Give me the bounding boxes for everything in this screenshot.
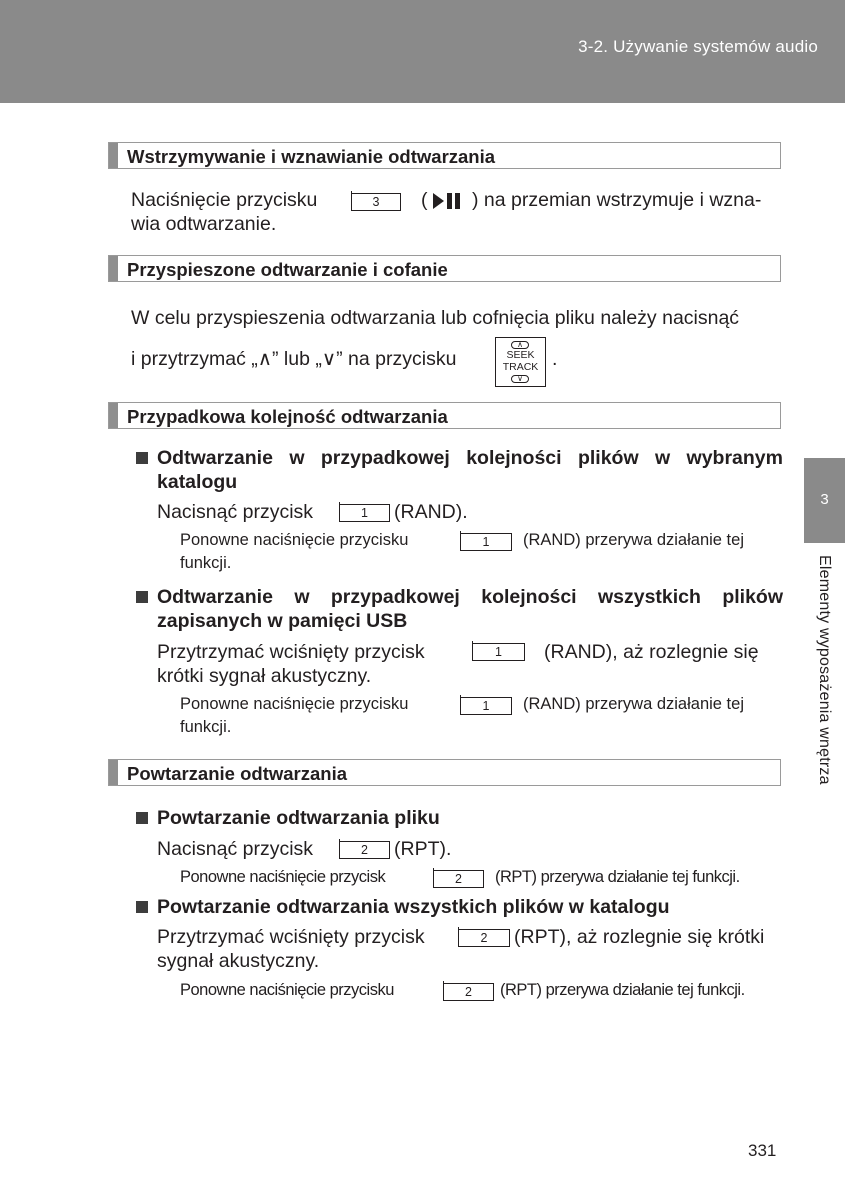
button-1-icon: 1 (339, 504, 390, 522)
pause-open-paren: ( (421, 189, 428, 211)
repeat-folder-instr-line2: sygnał akustyczny. (157, 950, 320, 972)
random-folder-note-before: Ponowne naciśnięcie przycisku (180, 531, 409, 549)
repeat-file-note-after: (RPT) przerywa działanie tej funkcji. (495, 868, 740, 886)
random-usb-heading: Odtwarzanie w przypadkowej kolejności wszystkich plików (157, 586, 783, 608)
chapter-number: 3 (820, 491, 829, 508)
repeat-folder-instr-before: Przytrzymać wciśnięty przycisk (157, 926, 425, 948)
repeat-folder-note-before: Ponowne naciśnięcie przycisku (180, 981, 394, 999)
section-marker (109, 256, 118, 281)
seek-label: SEEK (506, 349, 535, 361)
chapter-tab (804, 458, 845, 543)
repeat-file-instr-after: (RPT). (394, 838, 452, 860)
track-label: TRACK (502, 361, 539, 373)
section-marker (109, 760, 118, 785)
random-folder-note-line2: funkcji. (180, 554, 232, 572)
button-2-icon: 2 (458, 929, 510, 947)
section-title: Przypadkowa kolejność odtwarzania (127, 406, 448, 427)
random-usb-heading-line2: zapisanych w pamięci USB (157, 610, 408, 632)
button-2-icon: 2 (443, 983, 494, 1001)
square-bullet-icon (136, 452, 148, 464)
section-title: Przyspieszone odtwarzanie i cofanie (127, 259, 448, 280)
repeat-file-note-before: Ponowne naciśnięcie przycisk (180, 868, 386, 886)
pause-text-line2: wia odtwarzanie. (131, 213, 277, 235)
button-1-icon: 1 (472, 643, 525, 661)
button-1-icon: 1 (460, 533, 512, 551)
square-bullet-icon (136, 812, 148, 824)
section-heading-repeat (108, 759, 781, 786)
seek-down-icon: ∨ (511, 375, 529, 383)
pause-text-after: ) na przemian wstrzymuje i wzna- (472, 189, 762, 211)
section-title: Powtarzanie odtwarzania (127, 763, 347, 784)
button-3-icon: 3 (351, 193, 401, 211)
square-bullet-icon (136, 591, 148, 603)
random-folder-instr-before: Nacisnąć przycisk (157, 501, 314, 523)
button-1-icon: 1 (460, 697, 512, 715)
seek-up-icon: ∧ (511, 341, 529, 349)
play-pause-icon (433, 192, 469, 210)
square-bullet-icon (136, 901, 148, 913)
seek-text-line1: W celu przyspieszenia odtwarzania lub cofnięcia pliku należy nacisnąć (131, 307, 740, 329)
random-usb-note-after: (RAND) przerywa działanie tej (523, 695, 744, 713)
random-usb-instr-after: (RAND), aż rozlegnie się (544, 641, 759, 663)
random-usb-instr-line2: krótki sygnał akustyczny. (157, 665, 372, 687)
page-header (0, 0, 845, 103)
button-2-icon: 2 (339, 841, 390, 859)
random-folder-instr-after: (RAND). (394, 501, 468, 523)
section-marker (109, 143, 118, 168)
page-number: 331 (748, 1141, 777, 1160)
chapter-label: Elementy wyposażenia wnętrza (816, 555, 833, 785)
repeat-folder-note-after: (RPT) przerywa działanie tej funkcji. (500, 981, 745, 999)
section-title: Wstrzymywanie i wznawianie odtwarzania (127, 146, 496, 167)
seek-text-line2: i przytrzymać „∧” lub „∨” na przycisku (131, 348, 457, 370)
pause-text-before: Naciśnięcie przycisku (131, 189, 318, 211)
section-marker (109, 403, 118, 428)
section-heading-seek (108, 255, 781, 282)
random-usb-note-line2: funkcji. (180, 718, 232, 736)
section-heading-pause (108, 142, 781, 169)
repeat-file-heading: Powtarzanie odtwarzania pliku (157, 807, 440, 829)
section-heading-random (108, 402, 781, 429)
random-usb-instr-before: Przytrzymać wciśnięty przycisk (157, 641, 425, 663)
random-folder-heading-line2: katalogu (157, 471, 238, 493)
random-folder-note-after: (RAND) przerywa działanie tej (523, 531, 744, 549)
repeat-file-instr-before: Nacisnąć przycisk (157, 838, 314, 860)
header-title: 3-2. Używanie systemów audio (578, 37, 818, 56)
seek-track-button-icon (495, 337, 546, 387)
repeat-folder-heading: Powtarzanie odtwarzania wszystkich plików w katalogu (157, 896, 670, 918)
seek-text-end: . (552, 348, 558, 370)
random-folder-heading: Odtwarzanie w przypadkowej kolejności plików w wybranym (157, 447, 783, 469)
repeat-folder-instr-after: (RPT), aż rozlegnie się krótki (514, 926, 765, 948)
random-usb-note-before: Ponowne naciśnięcie przycisku (180, 695, 409, 713)
button-2-icon: 2 (433, 870, 484, 888)
